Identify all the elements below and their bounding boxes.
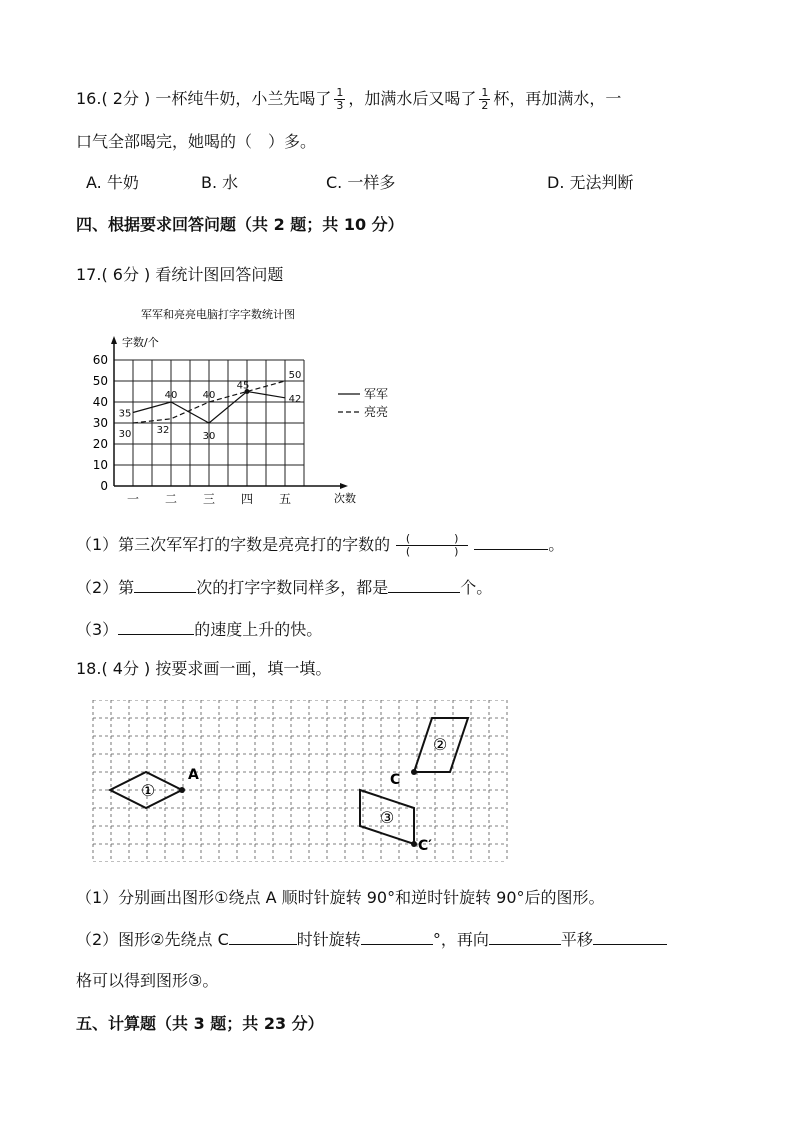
data-label: 45 <box>236 380 250 392</box>
q16-option-a: A. 牛奶 <box>86 173 139 192</box>
q17-sub2 <box>76 575 492 598</box>
q16-option-b: B. 水 <box>201 173 239 192</box>
q17-sub3-blank[interactable] <box>118 634 194 635</box>
q16-number: 16. <box>76 89 102 108</box>
q17-sub2-blank-1[interactable] <box>134 592 196 593</box>
q18-sub2-text-c: °，再向 <box>432 930 489 949</box>
q18-sub2-blank-1[interactable] <box>229 944 297 945</box>
chart-ylabel: 字数/个 <box>122 336 159 349</box>
q18-heading <box>76 656 331 679</box>
q17-sub1-blank[interactable] <box>474 549 548 550</box>
data-label: 30 <box>202 431 216 442</box>
chart-title: 军军和亮亮电脑打字字数统计图 <box>141 308 295 321</box>
q16-line2: 口气全部喝完，她喝的（ ）多。 <box>76 132 317 151</box>
data-label: 50 <box>288 370 302 381</box>
q17-sub1 <box>76 532 564 558</box>
q16-text-c: 杯，再加满水，一 <box>493 89 622 108</box>
q16-option-c: C. 一样多 <box>326 173 396 192</box>
q18-sub2-text-d: 平移 <box>560 930 593 949</box>
x-tick-label: 三 <box>202 492 216 506</box>
q18-sub2-text-b: 时针旋转 <box>296 930 361 949</box>
q17-sub3 <box>76 617 322 640</box>
data-label: 42 <box>288 393 302 405</box>
chart-axes <box>111 336 348 489</box>
legend-label-1: 亮亮 <box>364 405 389 419</box>
q16-text-a: 一杯纯牛奶，小兰先喝了 <box>155 89 332 108</box>
x-axis-arrow <box>340 483 348 489</box>
q16-score: ( 2分 ) <box>101 89 151 108</box>
y-axis-arrow <box>111 336 117 344</box>
q17-text: 看统计图回答问题 <box>155 265 284 284</box>
data-label: 35 <box>118 408 132 420</box>
fraction-one-half: $\frac{1}{2}$ <box>481 86 489 112</box>
y-tick-label: 0 <box>100 479 108 493</box>
q18-sub2-blank-3[interactable] <box>489 944 561 945</box>
label-c: C <box>390 772 401 788</box>
q18-sub1: （1）分别画出图形①绕点 A 顺时针旋转 90°和逆时针旋转 90°后的图形。 <box>76 888 605 907</box>
rotation-grid-figure <box>90 700 522 862</box>
q18-sub2-blank-4[interactable] <box>593 944 667 945</box>
section-5-heading: 五、计算题（共 3 题；共 23 分） <box>76 1014 324 1033</box>
x-tick-label: 四 <box>240 492 254 506</box>
fraction-one-third: $\frac{1}{3}$ <box>336 86 344 112</box>
q18-number: 18. <box>76 659 102 678</box>
q17-sub2-text-c: 个。 <box>460 578 493 597</box>
y-tick-label: 50 <box>92 374 108 388</box>
chart-legend <box>338 387 388 419</box>
q17-sub2-text-a: （2）第 <box>76 578 135 597</box>
chart-xlabel: 次数 <box>334 492 356 505</box>
label-shape-3: ③ <box>379 808 395 827</box>
label-shape-2: ② <box>432 735 448 754</box>
q17-score: ( 6分 ) <box>101 265 151 284</box>
y-tick-label: 60 <box>92 353 108 367</box>
legend-label-0: 军军 <box>364 387 389 401</box>
q18-sub2 <box>76 927 667 950</box>
q17-sub3-text-b: 的速度上升的快。 <box>194 620 323 639</box>
q18-text: 按要求画一画，填一填。 <box>155 659 332 678</box>
y-tick-label: 30 <box>92 416 108 430</box>
q17-sub2-text-b: 次的打字字数同样多，都是 <box>196 578 389 597</box>
q17-sub3-text-a: （3） <box>76 620 119 639</box>
y-tick-label: 20 <box>92 437 108 451</box>
point-c-dot <box>411 769 417 775</box>
q17-sub1-text: （1）第三次军军打的字数是亮亮打的字数的 <box>76 535 391 554</box>
section-4-heading: 四、根据要求回答问题（共 2 题；共 10 分） <box>76 215 404 234</box>
q18-sub2-text-a: （2）图形②先绕点 C <box>76 930 229 949</box>
label-a: A <box>188 767 199 783</box>
data-label: 40 <box>164 390 178 401</box>
line-chart <box>88 298 408 516</box>
q17-sub1-fraction-blank[interactable]: ( ) ( ) <box>396 533 468 558</box>
point-a-dot <box>179 787 185 793</box>
q16-line1 <box>76 86 621 112</box>
q18-sub2-line2: 格可以得到图形③。 <box>76 971 219 990</box>
q16-text-b: ，加满水后又喝了 <box>348 89 477 108</box>
q18-score: ( 4分 ) <box>101 659 151 678</box>
label-c-prime: C′ <box>418 838 432 854</box>
point-c-prime-dot <box>411 841 417 847</box>
q17-sub1-end: 。 <box>548 535 565 554</box>
y-tick-label: 10 <box>92 458 108 472</box>
q17-heading <box>76 262 283 285</box>
x-tick-label: 二 <box>164 492 178 506</box>
q18-sub2-blank-2[interactable] <box>361 944 433 945</box>
q16-option-d: D. 无法判断 <box>547 173 634 192</box>
x-tick-label: 一 <box>126 492 140 506</box>
y-tick-label: 40 <box>92 395 108 409</box>
x-tick-label: 五 <box>278 492 292 506</box>
q17-number: 17. <box>76 265 102 284</box>
data-label: 30 <box>118 429 132 440</box>
q17-sub2-blank-2[interactable] <box>388 592 460 593</box>
data-label: 32 <box>156 424 170 436</box>
label-shape-1: ① <box>140 781 156 800</box>
data-label: 40 <box>202 390 216 401</box>
